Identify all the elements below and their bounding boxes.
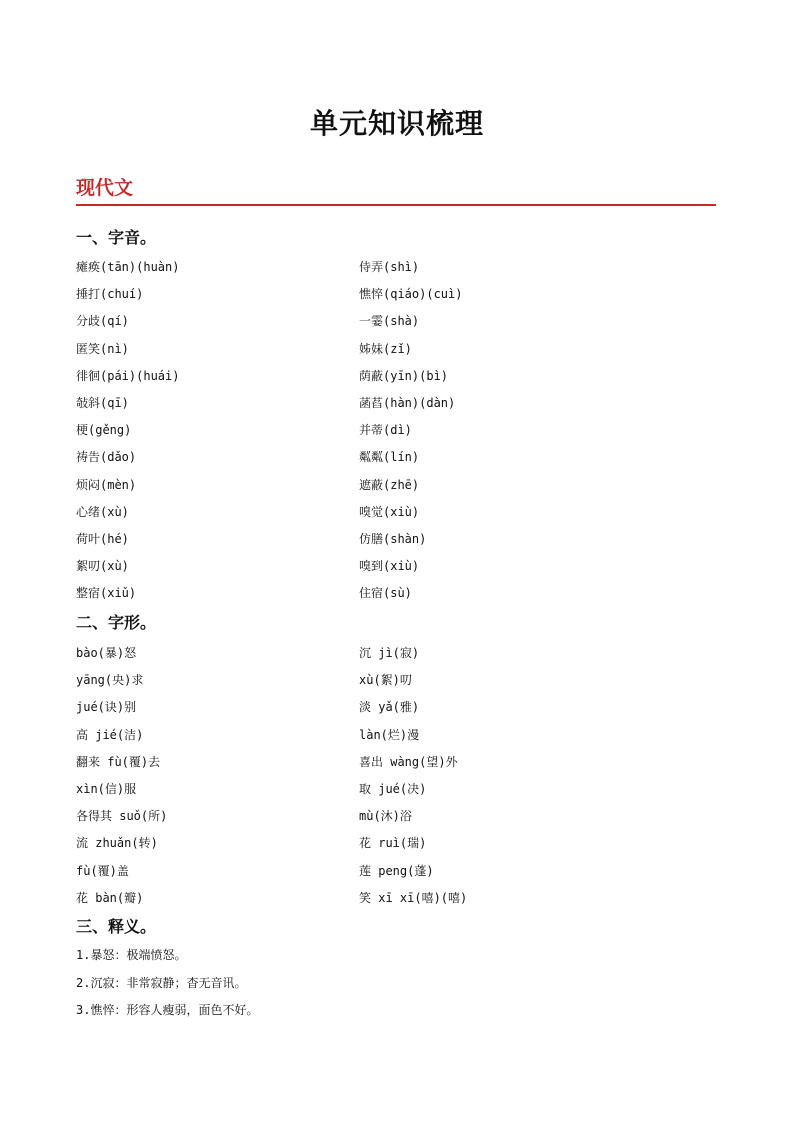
glyph-item: 翻来 fù(覆)去 [76,754,161,769]
definition-list [76,942,716,1025]
pronunciation-item: 嗅到(xiù) [359,559,420,574]
glyph-item: 高 jié(洁) [76,727,144,742]
pronunciation-item: 敧斜(qī) [76,395,129,410]
pronunciation-item: 嗅觉(xiù) [359,504,420,519]
pronunciation-item: 憔悴(qiáo)(cuì) [359,287,463,302]
glyph-item: xìn(信)服 [76,781,137,796]
pronunciation-item: 侍弄(shì) [359,260,420,274]
pronunciation-item: 遮蔽(zhē) [359,477,420,492]
pronunciation-item: 絮叨(xù) [76,559,129,574]
pronunciation-item: 粼粼(lín) [359,450,420,465]
pronunciation-item: 心绪(xù) [76,504,129,519]
pronunciation-item: 瘫痪(tān)(huàn) [76,260,180,274]
glyph-item: 喜出 wàng(望)外 [359,754,458,769]
pronunciation-item: 徘徊(pái)(huái) [76,368,180,383]
pronunciation-item: 菡萏(hàn)(dàn) [359,395,456,410]
pronunciation-item: 荷叶(hé) [76,531,129,546]
glyph-item: 花 bàn(瓣) [76,890,144,905]
glyph-item: xù(絮)叨 [359,673,412,688]
glyph-item: bào(暴)怒 [76,646,137,660]
pronunciation-item: 整宿(xiǔ) [76,586,137,601]
pronunciation-item: 分歧(qí) [76,314,129,329]
glyph-item: 流 zhuǎn(转) [76,836,158,851]
pronunciation-item: 姊妹(zǐ) [359,341,412,356]
glyph-item: 沉 jì(寂) [359,646,420,660]
pronunciation-item: 荫蔽(yīn)(bì) [359,368,449,383]
pronunciation-item: 梗(gěng) [76,423,132,438]
definition-item: 1.暴怒：极端愤怒。 [76,948,187,962]
pronunciation-item: 祷告(dǎo) [76,450,137,465]
pronunciation-item: 住宿(sù) [359,586,412,601]
pronunciation-item: 捶打(chuí) [76,287,144,302]
glyph-item: yāng(央)求 [76,673,144,688]
glyph-list [76,640,736,912]
pronunciation-item: 一霎(shà) [359,314,420,329]
heading-glyphs: 二、字形。 [76,613,157,632]
glyph-item: 取 jué(决) [359,781,427,796]
section-header [76,176,716,206]
heading-pronunciation: 一、字音。 [76,228,157,247]
glyph-item: 笑 xī xī(嘻)(嘻) [359,890,468,905]
definition-item: 2.沉寂：非常寂静；杳无音讯。 [76,975,247,990]
glyph-item: fù(覆)盖 [76,863,129,878]
glyph-item: 花 ruì(瑞) [359,836,427,851]
heading-definitions: 三、释义。 [76,917,157,936]
pronunciation-item: 并蒂(dì) [359,423,412,438]
glyph-item: jué(诀)别 [76,700,137,715]
pronunciation-item: 烦闷(mèn) [76,477,137,492]
glyph-item: mù(沐)浴 [359,809,412,824]
pronunciation-list [76,254,736,607]
pronunciation-item: 匿笑(nì) [76,341,129,356]
glyph-item: 淡 yǎ(雅) [359,700,420,715]
glyph-item: làn(烂)漫 [359,727,420,742]
glyph-item: 各得其 suǒ(所) [76,809,168,824]
definition-item: 3.憔悴：形容人瘦弱，面色不好。 [76,1003,259,1017]
pronunciation-item: 仿膳(shàn) [359,531,427,546]
section-title: 现代文 [76,177,134,199]
page-title: 单元知识梳理 [309,107,484,140]
glyph-item: 莲 peng(蓬) [359,863,434,878]
